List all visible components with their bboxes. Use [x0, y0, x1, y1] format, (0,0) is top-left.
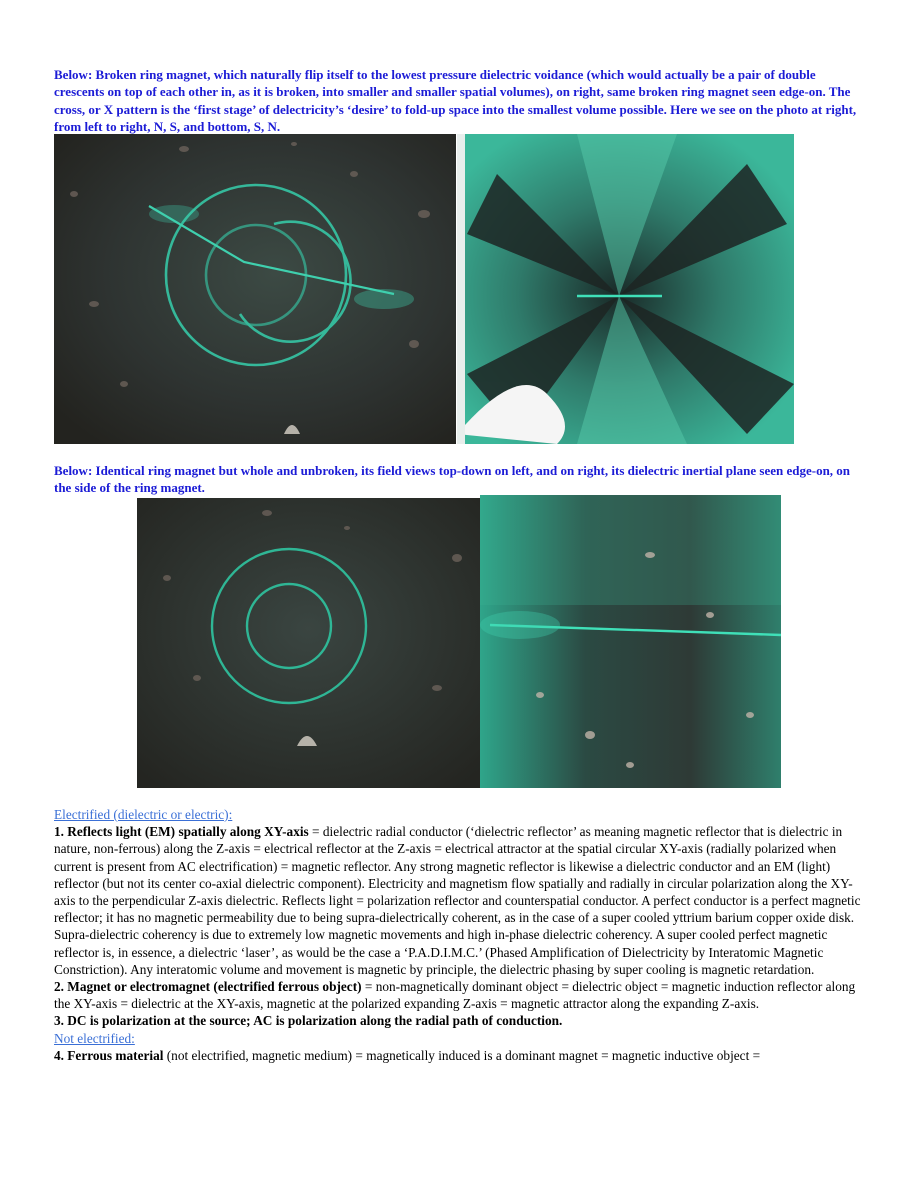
item-1-text: = dielectric radial conductor (‘dielectric reflector’ as meaning magnetic reflector that is dielectric in nature, non-ferrous) along the Z-axis = electrical reflector at the Z-axis = electrical attractor at the spatial circular XY-axis (radially polarized when current is present from AC electrification) = magnetic reflector. Any strong magnetic reflector is likewise a dielectric conductor and an EM (light) reflector (but not its center co-axial dielectric component). Electricity and magnetism flow spatially and radially in circular polarization along the XY-axis to the perpendicular Z-axis dielectric. Reflects light = polarization reflector and counterspatial conductor. A perfect conductor is a perfect magnetic reflector; it has no magnetic permeability due to being supra-dielectrically coherent, as in the case of a super cooled yttrium barium copper oxide disk. Supra-dielectric coherency is due to extremely low magnetic movements and high in-phase dielectric coherency. A super cooled perfect magnetic reflector is, in essence, a dielectric ‘laser’, as would be the case a ‘P.A.D.I.M.C.’ (Phased Amplification of Dielectricity by Interatomic Magnetic Constriction). Any interatomic volume and movement is magnetic by principle, the dielectric phasing by super cooling is magnetic retardation.: [54, 824, 861, 977]
item-4: [54, 1047, 866, 1064]
item-3-heading: 3. DC is polarization at the source; AC is polarization along the radial path of conduction.: [54, 1013, 563, 1029]
body-text: [54, 806, 866, 1064]
caption-whole-ring: Below: Identical ring magnet but whole and unbroken, its field views top-down on left, and on right, its dielectric inertial plane seen edge-on, on the side of the ring magnet.: [54, 463, 851, 496]
item-1-heading: 1. Reflects light (EM) spatially along XY-axis: [54, 824, 309, 840]
item-4-text: (not electrified, magnetic medium) = magnetically induced is a dominant magnet = magnetic inductive object =: [163, 1047, 761, 1063]
item-1: [54, 823, 866, 978]
item-2-heading: 2. Magnet or electromagnet (electrified ferrous object): [54, 979, 362, 995]
section-not-electrified-heading: Not electrified:: [54, 1030, 135, 1046]
section-electrified-heading: Electrified (dielectric or electric):: [54, 807, 233, 822]
item-4-heading: 4. Ferrous material: [54, 1047, 164, 1063]
broken-ring-edge-on-photo: [457, 134, 794, 444]
caption-broken-ring: Below: Broken ring magnet, which naturally flip itself to the lowest pressure dielectric voidance (which would actually be a pair of double crescents on top of each other in, as it is broken, into smaller and smaller spatial volumes), on right, same broken ring magnet seen edge-on. The cross, or X pattern is the ‘first stage’ of delectricity’s ‘desire’ to fold-up space into the smallest volume possible. Here we see on the photo at right, from left to right, N, S, and bottom, S, N.: [54, 67, 857, 135]
item-2-text: = non-magnetically dominant object = dielectric object = magnetic induction reflector along the XY-axis = dielectric at the XY-axis, magnetic at the polarized expanding Z-axis = magnetic attractor along the expanding Z-axis.: [54, 979, 856, 1012]
item-2: [54, 978, 866, 1012]
whole-ring-top-view-photo: [137, 498, 480, 788]
broken-ring-top-view-photo: [54, 134, 456, 444]
whole-ring-edge-on-photo: [480, 495, 781, 788]
item-3: [54, 1012, 866, 1029]
